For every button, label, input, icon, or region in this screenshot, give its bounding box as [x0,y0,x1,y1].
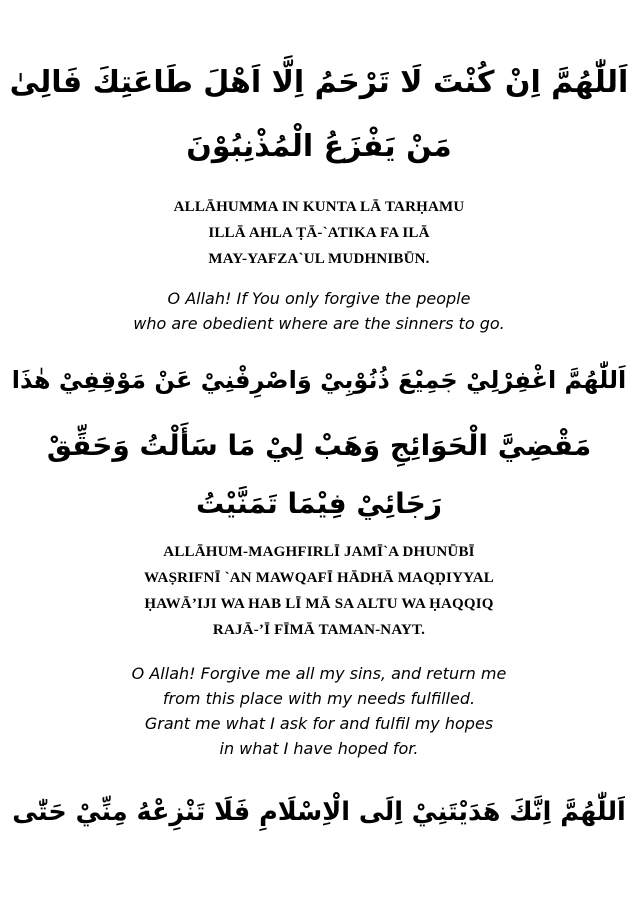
dua-1-transliteration-line-1: ALLĀHUMMA IN KUNTA LĀ TARḤAMU [173,199,465,215]
dua-2-arabic-line-1: اَللّٰهُمَّ اغْفِرْلِيْ جَمِيْعَ ذُنُوْبِيْ وَاصْرِفْنِيْ عَنْ مَوْقِفِيْ هٰذَا [11,366,627,394]
dua-2-transliteration-line-4: RAJĀ-’Ī FĪMĀ TAMAN-NAYT. [212,622,426,638]
dua-2-transliteration-line-2: WAṢRIFNĪ `AN MAWQAFĪ HĀDHĀ MAQḌIYYAL [144,570,494,586]
dua-2-transliteration-line-3: ḤAWĀ’IJI WA HAB LĪ MĀ SA ALTU WA ḤAQQIQ [144,596,494,612]
dua-1-translation-line-1: O Allah! If You only forgive the people [167,289,471,308]
dua-3-arabic-line-1: اَللّٰهُمَّ اِنَّكَ هَدَيْتَنِيْ اِلَى الْاِسْلَامِ فَلَا تَنْزِعْهُ مِنِّيْ حَتّٰى [12,797,626,827]
dua-1-arabic-line-1: اَللّٰهُمَّ اِنْ كُنْتَ لَا تَرْحَمُ اِلَّا اَهْلَ طَاعَتِكَ فَالِىٰ [9,65,629,100]
dua-2-translation-line-3: Grant me what I ask for and fulfil my hopes [144,714,494,733]
dua-2-transliteration-line-1: ALLĀHUM-MAGHFIRLĪ JAMĪ`A DHUNŪBĪ [163,544,475,560]
dua-2-translation-line-2: from this place with my needs fulfilled. [162,689,476,708]
dua-1-transliteration-line-3: MAY-YAFZA`UL MUDHNIBŪN. [208,251,430,267]
dua-2-translation-line-1: O Allah! Forgive me all my sins, and return me [131,664,507,683]
dua-1-transliteration-line-2: ILLĀ AHLA ṬĀ-`ATIKA FA ILĀ [208,225,430,241]
dua-2-arabic-line-2: مَقْضِيَّ الْحَوَائِجِ وَهَبْ لِيْ مَا سَأَلْتُ وَحَقِّقْ [46,429,592,462]
dua-1-arabic-line-2: مَنْ يَفْزَعُ الْمُذْنِبُوْنَ [186,129,452,164]
dua-2-translation-line-4: in what I have hoped for. [219,739,419,758]
dua-2-arabic-line-3: رَجَائِيْ فِيْمَا تَمَنَّيْتُ [196,487,442,520]
dua-1-translation-line-2: who are obedient where are the sinners to go. [133,314,505,333]
